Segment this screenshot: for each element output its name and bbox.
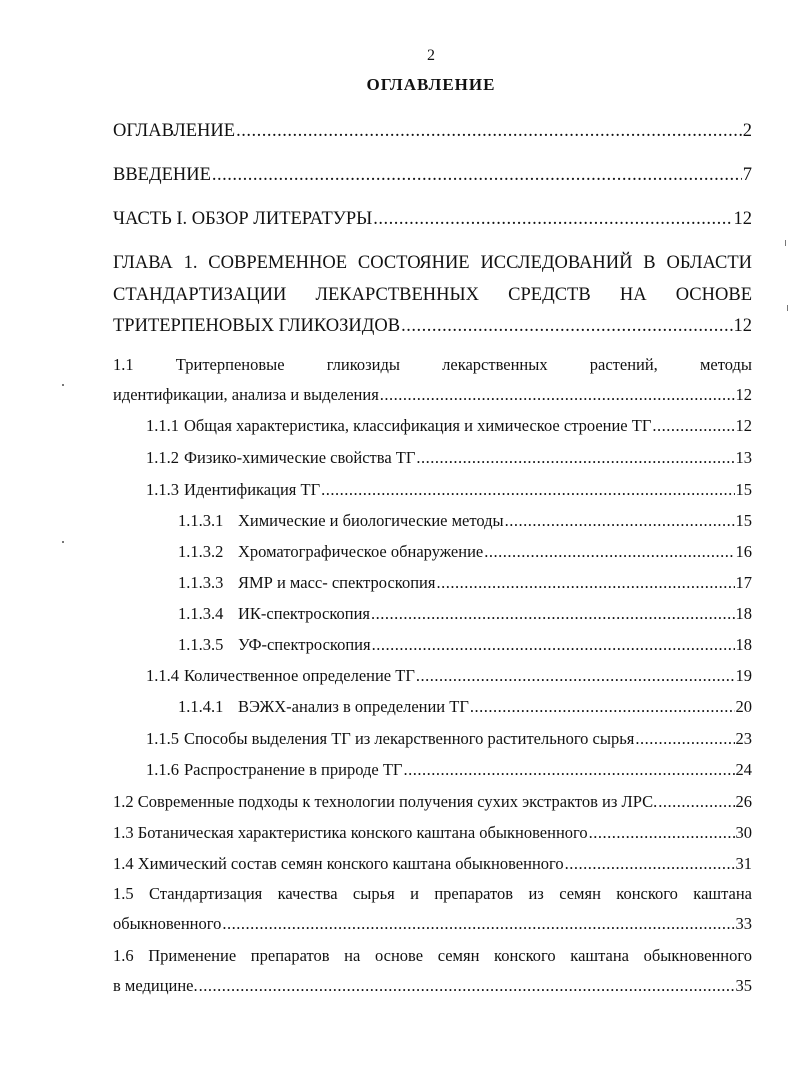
toc-entry-label: Хроматографическое обнаружение	[238, 542, 484, 561]
toc-entry-part-1	[113, 209, 752, 229]
toc-entry-number: 1.1.4	[146, 666, 179, 685]
toc-entry-number: 1.1.3.4	[178, 604, 224, 623]
toc-section-1-3	[113, 823, 752, 843]
toc-entry-page: 19	[735, 666, 752, 685]
leader-dots	[401, 316, 732, 336]
toc-chapter-1-line-1: ГЛАВА 1. СОВРЕМЕННОЕ СОСТОЯНИЕ ИССЛЕДОВАНИЙ В ОБЛАСТИ	[113, 253, 752, 273]
toc-entry-label: 1.4 Химический состав семян конского каштана обыкновенного	[113, 854, 564, 873]
toc-entry-number: 1.1.3	[146, 480, 179, 499]
leader-dots	[212, 165, 742, 185]
toc-entry-page: 12	[735, 385, 752, 404]
leader-dots	[321, 480, 734, 500]
toc-entry-label: УФ-спектроскопия	[238, 635, 371, 654]
toc-entry-label: Химические и биологические методы	[238, 511, 504, 530]
toc-section-1-5-line-2	[113, 914, 752, 934]
toc-entry-page: 26	[735, 792, 752, 811]
toc-section-1-1-3-2	[178, 542, 752, 562]
toc-section-1-2	[113, 792, 752, 812]
leader-dots	[403, 760, 734, 780]
toc-section-1-1-5	[146, 729, 752, 749]
toc-section-1-1-4	[146, 666, 752, 686]
toc-chapter-1-line-3	[113, 316, 752, 336]
scan-mark	[62, 541, 64, 543]
toc-entry-label: Идентификация ТГ	[184, 480, 321, 499]
toc-entry-introduction	[113, 165, 752, 185]
toc-entry-number: 1.1.4.1	[178, 697, 224, 716]
toc-entry-number: 1.1.5	[146, 729, 179, 748]
toc-section-1-1-3	[146, 480, 752, 500]
toc-entry-page: 2	[742, 121, 752, 141]
leader-dots	[505, 511, 735, 531]
toc-section-1-1-1	[146, 416, 752, 436]
toc-entry-number: 1.1.3.3	[178, 573, 224, 592]
toc-entry-label: ВВЕДЕНИЕ	[113, 165, 211, 185]
leader-dots	[222, 914, 734, 934]
leader-dots	[635, 729, 734, 749]
toc-section-1-1-6	[146, 760, 752, 780]
toc-section-1-1-2	[146, 448, 752, 468]
toc-entry-contents	[113, 121, 752, 141]
toc-entry-label: 1.3 Ботаническая характеристика конского каштана обыкновенного	[113, 823, 588, 842]
leader-dots	[416, 448, 734, 468]
toc-entry-number: 1.1.1	[146, 416, 179, 435]
page-number: 2	[427, 47, 435, 64]
toc-section-1-1-line-2	[113, 385, 752, 405]
toc-entry-page: 7	[742, 165, 752, 185]
toc-entry-number: 1.1.3.2	[178, 542, 224, 561]
toc-entry-page: 23	[735, 729, 752, 748]
toc-entry-page: 16	[735, 542, 752, 561]
leader-dots	[199, 976, 735, 996]
scan-mark	[62, 384, 64, 386]
toc-entry-label: ОГЛАВЛЕНИЕ	[113, 121, 236, 141]
toc-entry-label: Способы выделения ТГ из лекарственного растительного сырья	[184, 729, 635, 748]
leader-dots	[565, 854, 735, 874]
toc-section-1-1-3-3	[178, 573, 752, 593]
toc-entry-label: обыкновенного	[113, 914, 222, 933]
toc-entry-label: ВЭЖХ-анализ в определении ТГ	[238, 697, 469, 716]
toc-section-1-1-3-4	[178, 604, 752, 624]
leader-dots	[372, 635, 735, 655]
toc-entry-page: 30	[735, 823, 752, 842]
leader-dots	[470, 697, 735, 717]
toc-entry-page: 18	[735, 604, 752, 623]
leader-dots	[652, 416, 734, 436]
toc-entry-page: 13	[735, 448, 752, 467]
toc-entry-number: 1.1.3.1	[178, 511, 224, 530]
leader-dots	[658, 792, 734, 812]
toc-entry-page: 35	[735, 976, 752, 995]
toc-entry-label: Распространение в природе ТГ	[184, 760, 403, 779]
toc-section-1-1-4-1	[178, 697, 752, 717]
toc-section-1-1-line-1: 1.1 Тритерпеновые гликозиды лекарственных растений, методы	[113, 355, 752, 374]
toc-section-1-1-3-1	[178, 511, 752, 531]
toc-entry-label: ЧАСТЬ I. ОБЗОР ЛИТЕРАТУРЫ	[113, 209, 373, 229]
toc-entry-number: 1.1.2	[146, 448, 179, 467]
toc-chapter-1-line-2: СТАНДАРТИЗАЦИИ ЛЕКАРСТВЕННЫХ СРЕДСТВ НА ОСНОВЕ	[113, 285, 752, 305]
leader-dots	[416, 666, 735, 686]
toc-entry-label: в медицине.	[113, 976, 198, 995]
toc-entry-page: 24	[735, 760, 752, 779]
toc-entry-label: идентификации, анализа и выделения	[113, 385, 379, 404]
page-title: ОГЛАВЛЕНИЕ	[366, 75, 496, 94]
toc-entry-label: Общая характеристика, классификация и химическое строение ТГ	[184, 416, 652, 435]
scan-mark	[787, 305, 788, 311]
toc-entry-label: Физико-химические свойства ТГ	[184, 448, 416, 467]
leader-dots	[373, 209, 732, 229]
toc-entry-page: 20	[735, 697, 752, 716]
toc-entry-page: 17	[735, 573, 752, 592]
toc-entry-page: 12	[733, 209, 752, 229]
toc-entry-label: ИК-спектроскопия	[238, 604, 371, 623]
toc-entry-page: 33	[735, 914, 752, 933]
leader-dots	[236, 121, 742, 141]
toc-entry-label: Количественное определение ТГ	[184, 666, 415, 685]
leader-dots	[484, 542, 734, 562]
toc-entry-number: 1.1.3.5	[178, 635, 224, 654]
toc-entry-label: 1.2 Современные подходы к технологии получения сухих экстрактов из ЛРС.	[113, 792, 658, 811]
toc-entry-page: 31	[735, 854, 752, 873]
toc-entry-label: ЯМР и масс- спектроскопия	[238, 573, 436, 592]
toc-entry-page: 12	[735, 416, 752, 435]
toc-entry-number: 1.1.6	[146, 760, 179, 779]
toc-entry-label: ТРИТЕРПЕНОВЫХ ГЛИКОЗИДОВ	[113, 316, 401, 336]
toc-section-1-6-line-1: 1.6 Применение препаратов на основе семян конского каштана обыкновенного	[113, 946, 752, 965]
leader-dots	[589, 823, 735, 843]
toc-entry-page: 18	[735, 635, 752, 654]
toc-entry-page: 15	[735, 511, 752, 530]
toc-section-1-5-line-1: 1.5 Стандартизация качества сырья и препаратов из семян конского каштана	[113, 884, 752, 903]
toc-entry-page: 15	[735, 480, 752, 499]
toc-section-1-1-3-5	[178, 635, 752, 655]
toc-section-1-4	[113, 854, 752, 874]
leader-dots	[436, 573, 734, 593]
toc-entry-page: 12	[733, 316, 752, 336]
leader-dots	[380, 385, 735, 405]
leader-dots	[371, 604, 734, 624]
toc-section-1-6-line-2	[113, 976, 752, 996]
scan-mark	[785, 240, 786, 246]
